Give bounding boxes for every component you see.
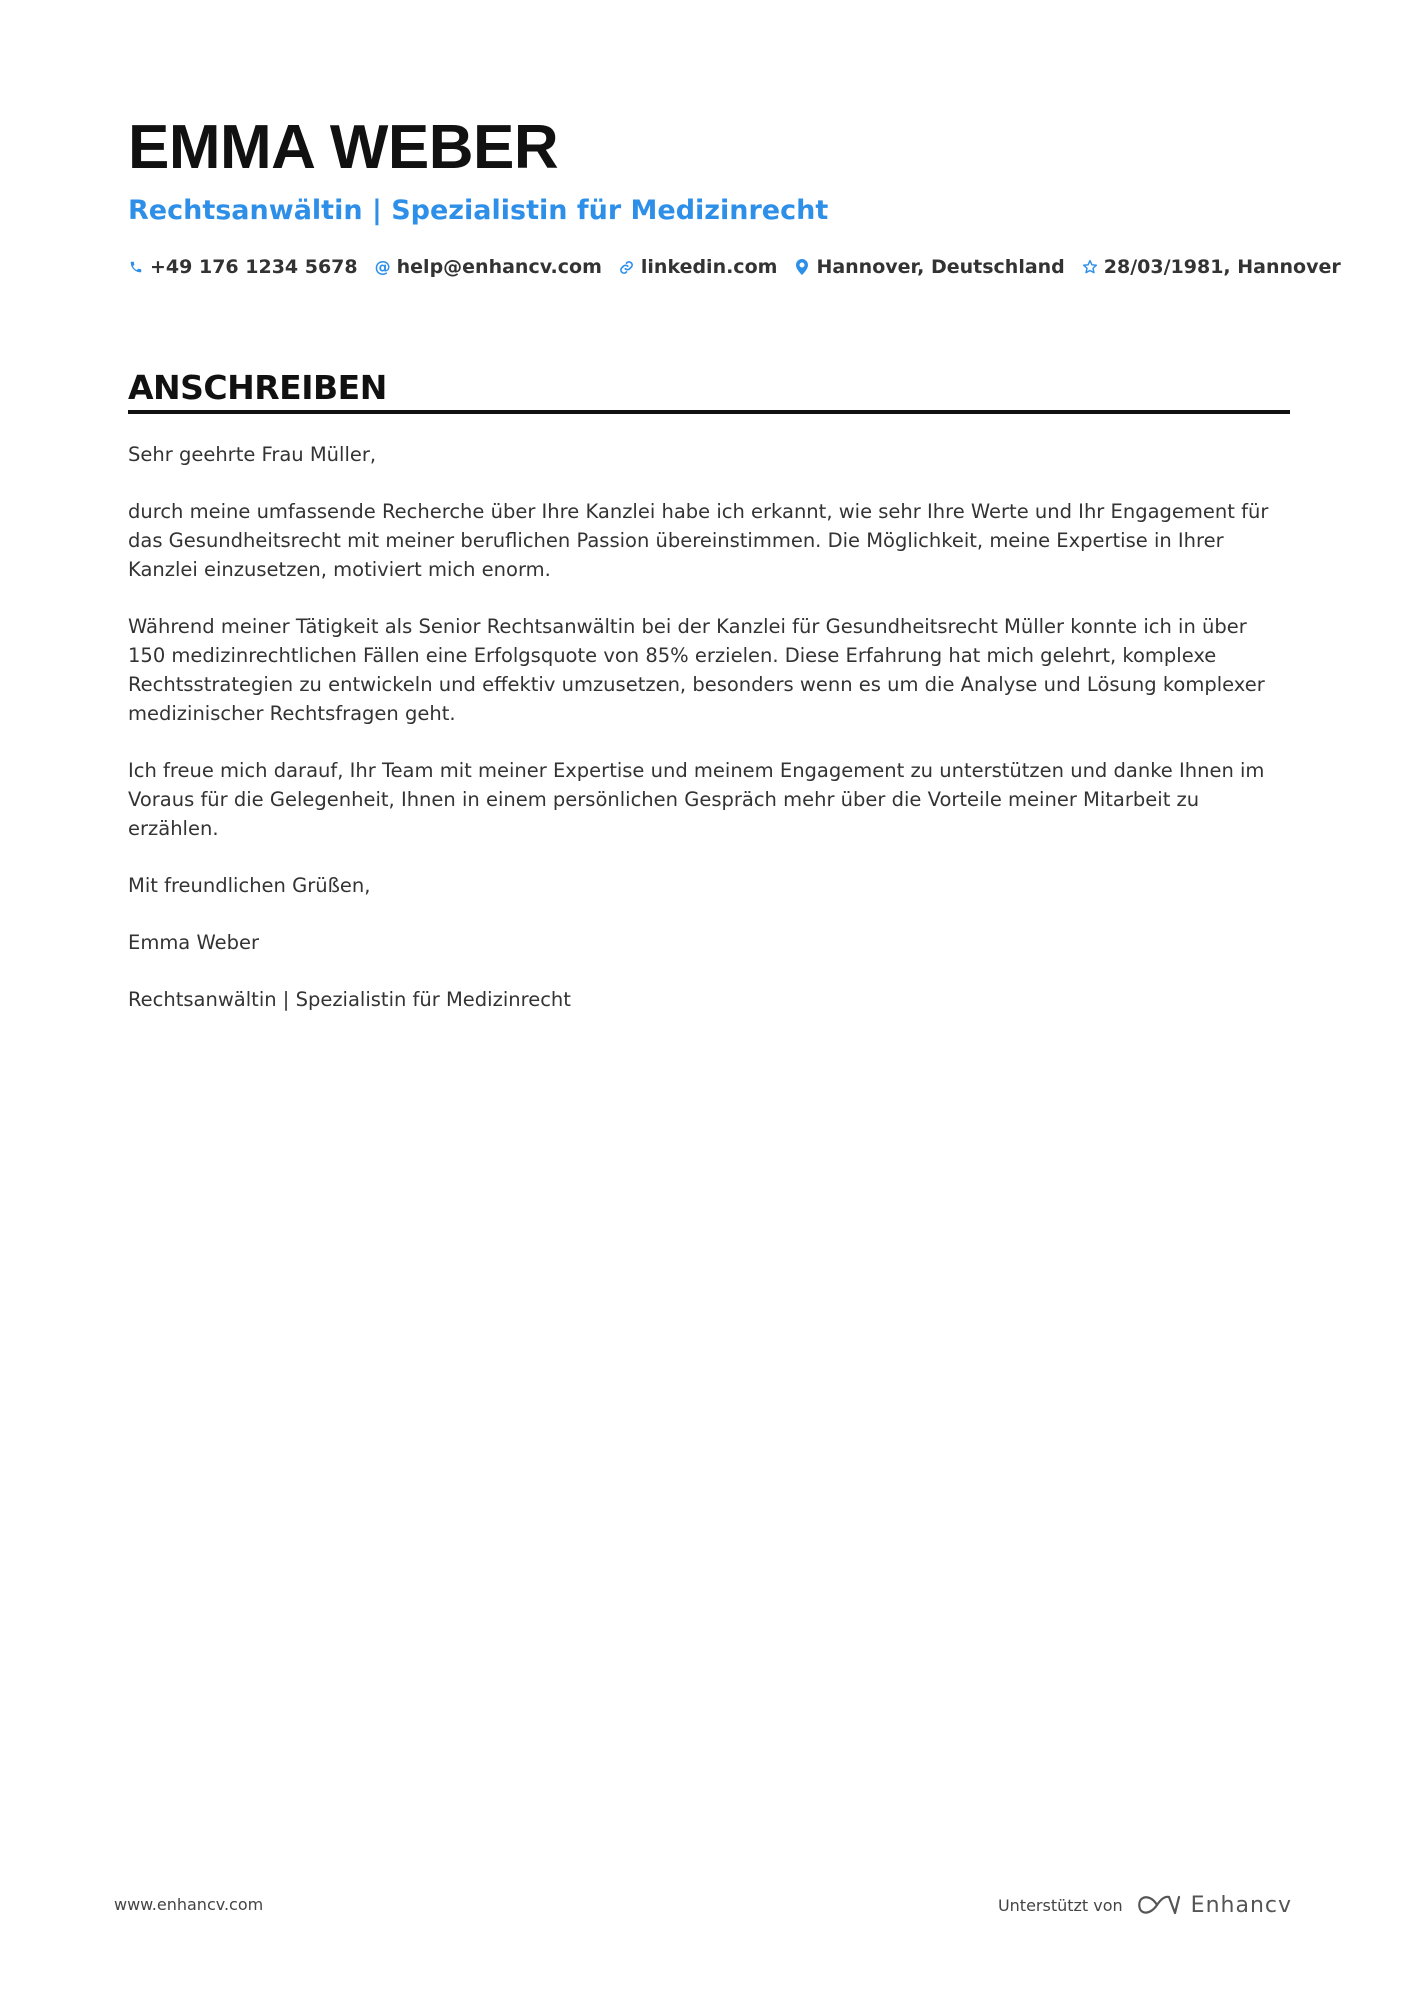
enhancv-logo-text: Enhancv [1190,1892,1292,1918]
letter-salutation: Sehr geehrte Frau Müller, [128,443,377,466]
contact-phone-text: +49 176 1234 5678 [150,256,358,278]
letter-paragraph: Während meiner Tätigkeit als Senior Rechtsanwältin bei der Kanzlei für Gesundheitsrecht Müller konnte ich in über 150 medizinrechtlichen Fällen eine Erfolgsquote von 85% erzielen. Diese Erfahrung hat mich gelehrt, komplexe Rechtsstrategien zu entwickeln und effektiv umzusetzen, besonders wenn es um die Analyse und Lösung komplexer medizinischer Rechtsfragen geht. [128,615,1265,725]
enhancv-logo-icon [1135,1893,1181,1917]
letter-paragraph: durch meine umfassende Recherche über Ihre Kanzlei habe ich erkannt, wie sehr Ihre Werte und Ihr Engagement für das Gesundheitsrecht mit meiner beruflichen Passion übereinstimmen. Die Möglichkeit, meine Expertise in Ihrer Kanzlei einzusetzen, motiviert mich enorm. [128,500,1269,581]
phone-icon [128,258,144,276]
link-icon [619,258,635,276]
location-pin-icon [794,258,810,276]
contact-info-bar [128,254,1358,280]
contact-email-text[interactable]: help@enhancv.com [396,256,602,278]
letter-body [128,440,1290,1042]
contact-location [794,254,1064,280]
section-divider [128,410,1290,414]
contact-phone [128,254,358,280]
letter-paragraph: Ich freue mich darauf, Ihr Team mit meiner Expertise und meinem Engagement zu unterstützen und danke Ihnen im Voraus für die Gelegenheit, Ihnen in einem persönlichen Gespräch mehr über die Vorteile meiner Mitarbeit zu erzählen. [128,759,1265,840]
applicant-title: Rechtsanwältin | Spezialistin für Medizinrecht [128,195,829,226]
contact-birth [1082,254,1341,280]
star-icon [1082,258,1098,276]
at-icon: @ [374,257,391,276]
applicant-name: EMMA WEBER [128,113,559,182]
footer-branding[interactable] [998,1888,1292,1922]
section-title: ANSCHREIBEN [128,368,387,407]
letter-closing: Mit freundlichen Grüßen, [128,874,371,897]
contact-birth-text: 28/03/1981, Hannover [1103,256,1341,278]
contact-email[interactable] [375,254,602,280]
contact-linkedin[interactable] [619,254,778,280]
powered-by-label: Unterstützt von [997,1895,1123,1915]
footer-website-link[interactable]: www.enhancv.com [114,1895,264,1914]
signature-name: Emma Weber [128,931,259,954]
signature-title: Rechtsanwältin | Spezialistin für Medizinrecht [128,988,571,1011]
contact-linkedin-text[interactable]: linkedin.com [640,256,778,278]
contact-location-text: Hannover, Deutschland [816,256,1065,278]
